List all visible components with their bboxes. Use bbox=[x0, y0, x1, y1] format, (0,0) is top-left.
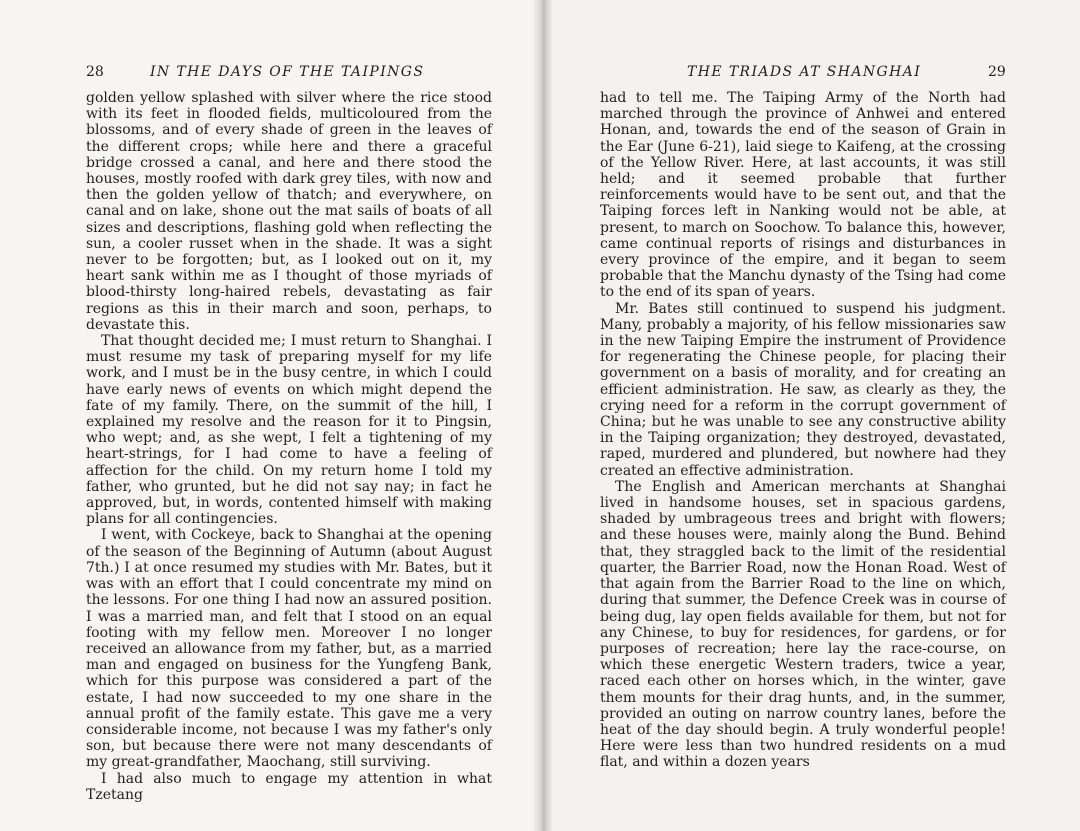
body-text bbox=[600, 90, 1006, 771]
book-gutter bbox=[533, 0, 553, 831]
paragraph: I had also much to engage my attention in what Tzetang bbox=[86, 770, 492, 803]
paragraph: That thought decided me; I must return to Shanghai. I must resume my task of preparing myself for my life work, and I must be in the busy centre, in which I could have early news of events on which might depend the fate of my family. There, on the summit of the hill, I explained my resolve and the reason for it to Pingsin, who wept; and, as she wept, I felt a tightening of my heart-strings, for I had come to have a feeling of affection for the child. On my return home I told my father, who grunted, but he did not say nay; in fact he approved, but, in words, contented himself with making plans for all contingencies. bbox=[86, 333, 492, 528]
running-head: IN THE DAYS OF THE TAIPINGS bbox=[150, 64, 425, 80]
paragraph: had to tell me. The Taiping Army of the North had marched through the province of Anhwei and entered Honan, and, towards the end of the season of Grain in the Ear (June 6-21), laid siege to Kaifeng, at the crossing of the Yellow River. Here, at last accounts, it was still held; and it seemed probable that further reinforcements would have to be sent out, and that the Taiping forces left in Nanking would not be able, at present, to march on Soochow. To balance this, however, came continual reports of risings and disturbances in every province of the empire, and it began to seem probable that the Manchu dynasty of the Tsing had come to the end of its span of years. bbox=[600, 90, 1006, 301]
right-page bbox=[540, 0, 1080, 831]
running-head: THE TRIADS AT SHANGHAI bbox=[687, 64, 922, 80]
paragraph: I went, with Cockeye, back to Shanghai at the opening of the season of the Beginning of Autumn (about August 7th.) I at once resumed my studies with Mr. Bates, but it was with an effort that I could concentrate my mind on the lessons. For one thing I had now an assured position. I was a married man, and felt that I stood on an equal footing with my fellow men. Moreover I no longer received an allowance from my father, but, as a married man and engaged on business for the Yungfeng Bank, which for this purpose was considered a part of the estate, I had now succeeded to my one share in the annual profit of the family estate. This gave me a very considerable income, not because I was my father's only son, but because there were not many descendants of my great-grandfather, Maochang, still surviving. bbox=[86, 527, 492, 771]
body-text bbox=[86, 90, 492, 803]
paragraph: Mr. Bates still continued to suspend his judgment. Many, probably a majority, of his fellow missionaries saw in the new Taiping Empire the instrument of Providence for regenerating the Chinese people, for placing their government on a basis of morality, and for creating an efficient administration. He saw, as clearly as they, the crying need for a reform in the corrupt government of China; but he was unable to see any constructive ability in the Taiping organization; they destroyed, devastated, raped, murdered and plundered, but nowhere had they created an effective administration. bbox=[600, 300, 1006, 479]
paragraph: The English and American merchants at Shanghai lived in handsome houses, set in spacious gardens, shaded by umbrageous trees and bright with flowers; and these houses were, mainly along the Bund. Behind that, they straggled back to the limit of the residential quarter, the Barrier Road, now the Honan Road. West of that again from the Barrier Road to the line on which, during that summer, the Defence Creek was in course of being dug, lay open fields available for them, but not for any Chinese, to buy for residences, for gardens, or for purposes of recreation; here lay the race-course, on which these energetic Western traders, twice a year, raced each other on horses which, in the winter, gave them mounts for their drag hunts, and, in the summer, provided an outing on narrow country lanes, before the heat of the day should begin. A truly wonderful people! Here were less than two hundred residents on a mud flat, and within a dozen years bbox=[600, 478, 1006, 771]
page-number: 28 bbox=[86, 64, 104, 80]
paragraph: golden yellow splashed with silver where the rice stood with its feet in flooded fields, multicoloured from the blossoms, and of every shade of green in the leaves of the different crops; while here and there a graceful bridge crossed a canal, and here and there stood the houses, mostly roofed with dark grey tiles, with now and then the golden yellow of thatch; and everywhere, on canal and on lake, shone out the mat sails of boats of all sizes and descriptions, flashing gold when reflecting the sun, a cooler russet when in the shade. It was a sight never to be forgotten; but, as I looked out on it, my heart sank within me as I thought of those myriads of blood-thirsty long-haired rebels, devastating as fair regions as this in their march and soon, perhaps, to devastate this. bbox=[86, 90, 492, 333]
page-number: 29 bbox=[988, 64, 1006, 80]
